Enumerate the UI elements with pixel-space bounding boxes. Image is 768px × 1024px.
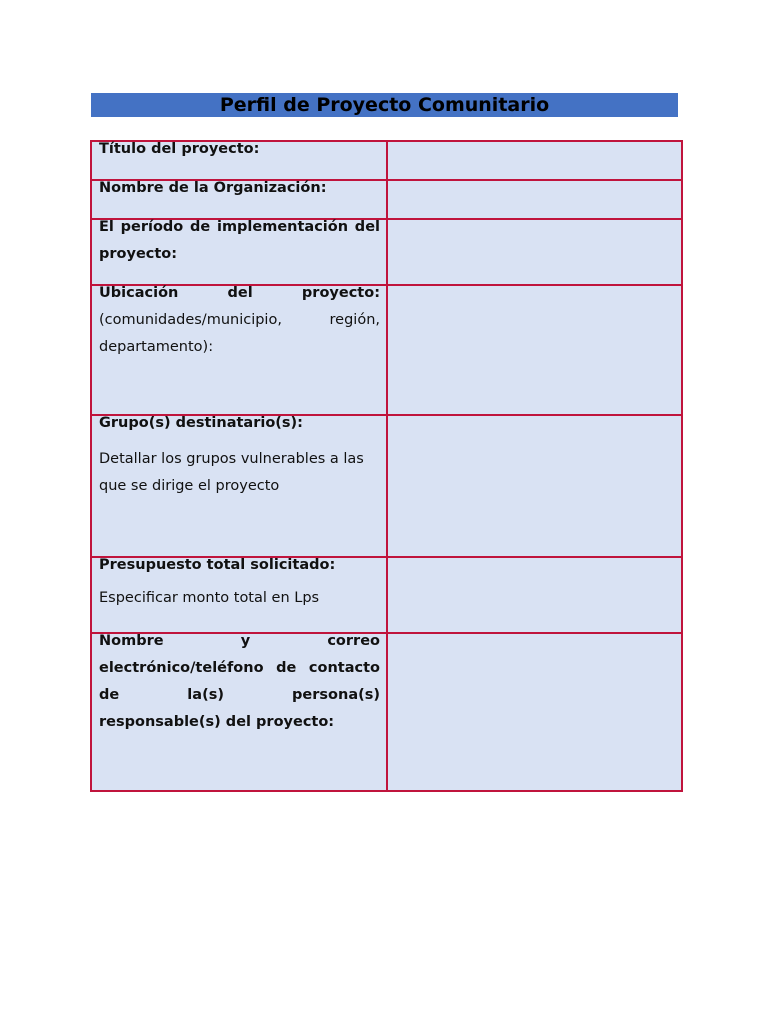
contact-person-field[interactable]	[387, 633, 682, 791]
form-title: Perfil de Proyecto Comunitario	[91, 93, 678, 117]
project-title-field[interactable]	[387, 141, 682, 180]
implementation-period-field[interactable]	[387, 219, 682, 285]
label-cell	[91, 219, 387, 285]
label-cell	[91, 633, 387, 791]
row-target-groups	[91, 415, 682, 557]
project-location-field[interactable]	[387, 285, 682, 415]
target-groups-label: Grupo(s) destinatario(s):	[99, 415, 303, 431]
total-budget-note: Especificar monto total en Lps	[99, 590, 320, 606]
target-groups-note: Detallar los grupos vulnerables a las que se dirige el proyecto	[99, 451, 364, 494]
project-location-note: (comunidades/municipio, región, departamento):	[99, 312, 380, 355]
total-budget-field[interactable]	[387, 557, 682, 633]
row-contact-person	[91, 633, 682, 791]
project-profile-table	[90, 140, 683, 792]
implementation-period-label: El período de implementación del proyecto:	[99, 219, 380, 262]
target-groups-field[interactable]	[387, 415, 682, 557]
total-budget-label: Presupuesto total solicitado:	[99, 557, 336, 573]
project-location-text	[99, 280, 380, 361]
label-cell	[91, 415, 387, 557]
organization-name-field[interactable]	[387, 180, 682, 219]
contact-person-label: Nombre y correo electrónico/teléfono de contacto de la(s) persona(s) responsable(s) del proyecto:	[99, 633, 380, 730]
row-implementation-period	[91, 219, 682, 285]
organization-name-label: Nombre de la Organización:	[99, 180, 327, 196]
label-cell	[91, 285, 387, 415]
row-project-location	[91, 285, 682, 415]
project-location-label: Ubicación del proyecto:	[99, 285, 380, 301]
row-total-budget	[91, 557, 682, 633]
project-title-label: Título del proyecto:	[99, 141, 260, 157]
label-cell	[91, 557, 387, 633]
